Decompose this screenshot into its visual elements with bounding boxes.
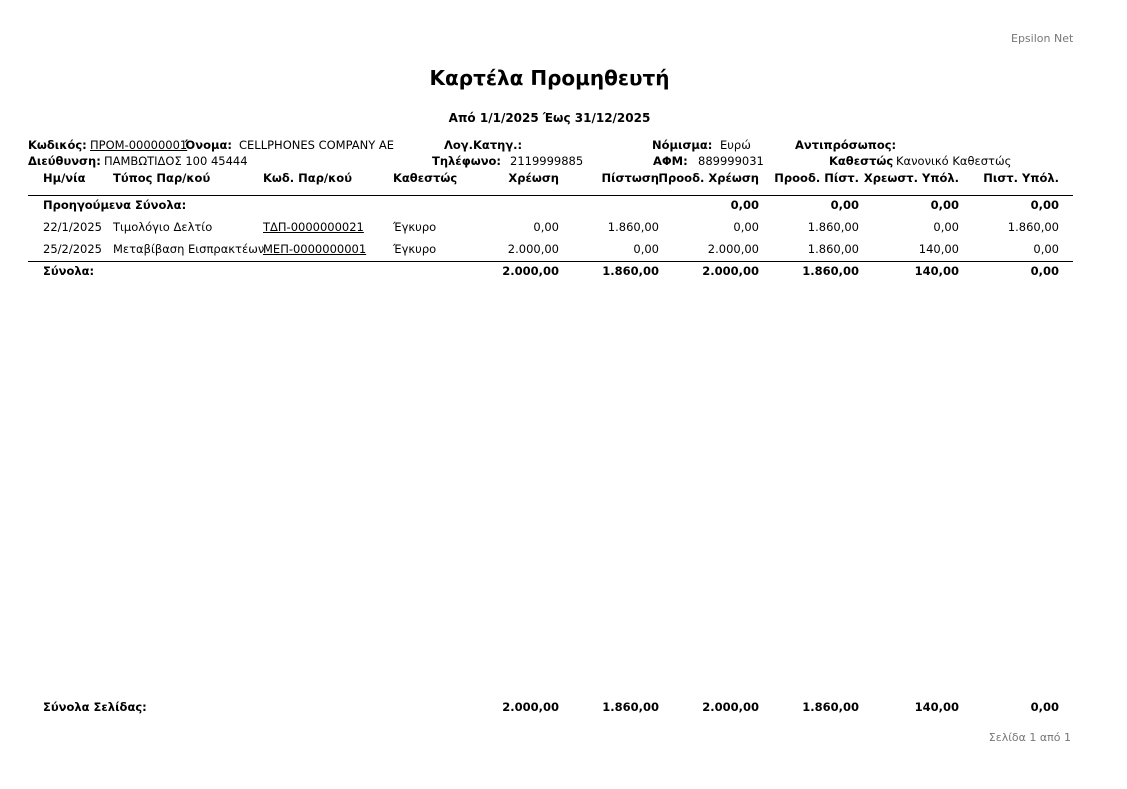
previous-cum-debit: 0,00 bbox=[730, 198, 759, 212]
col-doc-code: Κωδ. Παρ/κού bbox=[263, 171, 352, 185]
row-doc-code-link[interactable]: ΜΕΠ-0000000001 bbox=[263, 242, 367, 256]
row-doc-code-link[interactable]: ΤΔΠ-0000000021 bbox=[263, 220, 364, 234]
page-total-cum-debit: 2.000,00 bbox=[702, 700, 759, 714]
currency-label: Νόμισμα: bbox=[652, 138, 713, 152]
currency-value: Ευρώ bbox=[720, 138, 751, 152]
col-date: Ημ/νία bbox=[43, 171, 86, 185]
row-credit-balance: 0,00 bbox=[1033, 242, 1059, 256]
row-cum-debit: 0,00 bbox=[733, 220, 759, 234]
account-category-label: Λογ.Κατηγ.: bbox=[444, 138, 523, 152]
totals-divider bbox=[28, 261, 1073, 262]
previous-cum-credit: 0,00 bbox=[830, 198, 859, 212]
totals-label: Σύνολα: bbox=[43, 264, 95, 278]
row-cum-debit: 2.000,00 bbox=[707, 242, 759, 256]
row-date: 22/1/2025 bbox=[43, 220, 102, 234]
page-total-cum-credit: 1.860,00 bbox=[802, 700, 859, 714]
total-debit-balance: 140,00 bbox=[914, 264, 959, 278]
total-debit: 2.000,00 bbox=[502, 264, 559, 278]
row-cum-credit: 1.860,00 bbox=[807, 220, 859, 234]
header-divider bbox=[28, 195, 1073, 196]
row-doc-type: Τιμολόγιο Δελτίο bbox=[113, 220, 213, 234]
total-cum-debit: 2.000,00 bbox=[702, 264, 759, 278]
col-cum-credit: Προοδ. Πίστ. bbox=[774, 171, 859, 185]
previous-totals-label: Προηγούμενα Σύνολα: bbox=[43, 198, 187, 212]
col-doc-type: Τύπος Παρ/κού bbox=[113, 171, 211, 185]
page-total-credit: 1.860,00 bbox=[602, 700, 659, 714]
supplier-code-link[interactable]: ΠΡΟΜ-00000001 bbox=[90, 138, 188, 152]
col-cum-debit: Προοδ. Χρέωση bbox=[658, 171, 759, 185]
report-title: Καρτέλα Προμηθευτή bbox=[429, 66, 670, 90]
row-debit-balance: 140,00 bbox=[918, 242, 959, 256]
row-doc-type: Μεταβίβαση Εισπρακτέων bbox=[113, 242, 265, 256]
col-debit: Χρέωση bbox=[508, 171, 559, 185]
row-debit-balance: 0,00 bbox=[933, 220, 959, 234]
col-credit: Πίστωση bbox=[601, 171, 659, 185]
col-debit-balance: Χρεωστ. Υπόλ. bbox=[863, 171, 959, 185]
page-total-credit-balance: 0,00 bbox=[1030, 700, 1059, 714]
phone-label: Τηλέφωνο: bbox=[432, 154, 502, 168]
row-debit: 2.000,00 bbox=[507, 242, 559, 256]
vat-label: ΑΦΜ: bbox=[653, 154, 688, 168]
vat-value: 889999031 bbox=[698, 154, 764, 168]
brand-name: Epsilon Net bbox=[1011, 32, 1074, 45]
name-label: Όνομα: bbox=[185, 138, 232, 152]
col-status: Καθεστώς bbox=[393, 171, 458, 185]
code-label: Κωδικός: bbox=[28, 138, 87, 152]
page-number: Σελίδα 1 από 1 bbox=[988, 731, 1071, 744]
row-credit: 1.860,00 bbox=[607, 220, 659, 234]
tax-status-value: Κανονικό Καθεστώς bbox=[896, 154, 1012, 168]
total-credit-balance: 0,00 bbox=[1030, 264, 1059, 278]
row-date: 25/2/2025 bbox=[43, 242, 102, 256]
total-cum-credit: 1.860,00 bbox=[802, 264, 859, 278]
page-totals-label: Σύνολα Σελίδας: bbox=[43, 700, 147, 714]
report-period: Από 1/1/2025 Έως 31/12/2025 bbox=[448, 111, 651, 125]
address-value: ΠΑΜΒΩΤΙΔΟΣ 100 45444 bbox=[104, 154, 248, 168]
tax-status-label: Καθεστώς bbox=[829, 154, 894, 168]
row-cum-credit: 1.860,00 bbox=[807, 242, 859, 256]
address-label: Διεύθυνση: bbox=[28, 154, 101, 168]
page-total-debit: 2.000,00 bbox=[502, 700, 559, 714]
row-credit: 0,00 bbox=[633, 242, 659, 256]
row-debit: 0,00 bbox=[533, 220, 559, 234]
col-credit-balance: Πιστ. Υπόλ. bbox=[983, 171, 1059, 185]
previous-debit-balance: 0,00 bbox=[930, 198, 959, 212]
supplier-name: CELLPHONES COMPANY AE bbox=[239, 138, 395, 152]
phone-value: 2119999885 bbox=[510, 154, 584, 168]
previous-credit-balance: 0,00 bbox=[1030, 198, 1059, 212]
row-credit-balance: 1.860,00 bbox=[1007, 220, 1059, 234]
representative-label: Αντιπρόσωπος: bbox=[795, 138, 897, 152]
total-credit: 1.860,00 bbox=[602, 264, 659, 278]
row-status: Έγκυρο bbox=[393, 220, 437, 234]
row-status: Έγκυρο bbox=[393, 242, 437, 256]
page-total-debit-balance: 140,00 bbox=[914, 700, 959, 714]
